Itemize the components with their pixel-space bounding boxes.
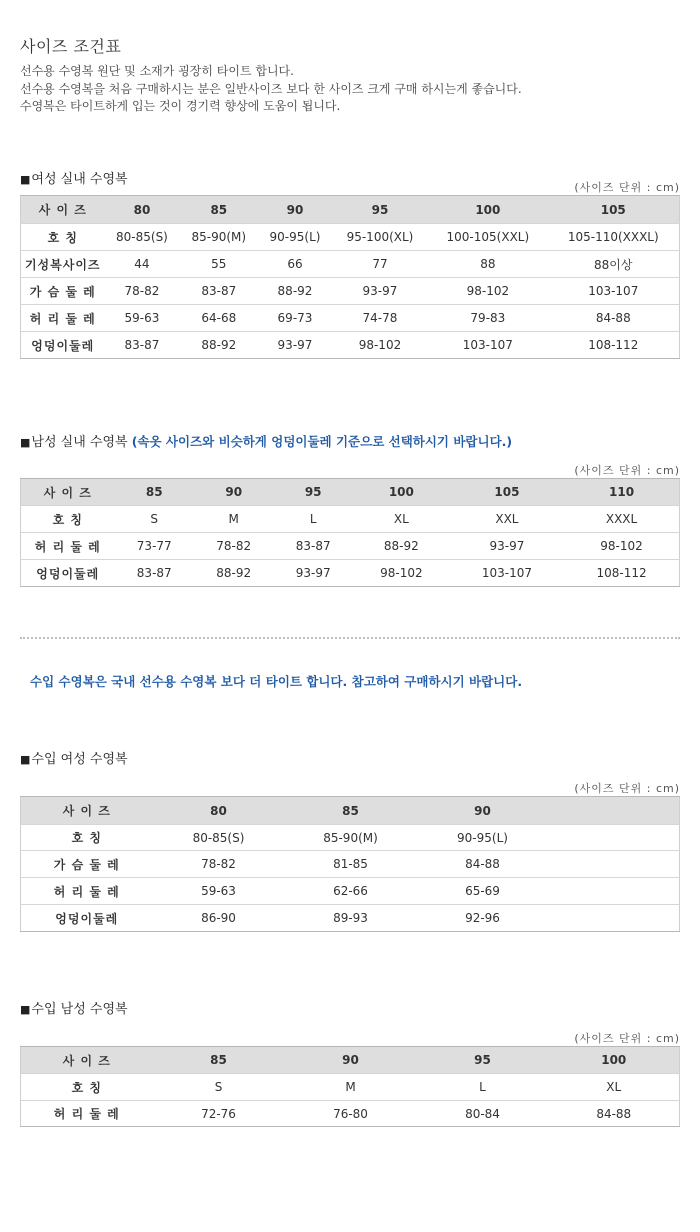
table-header-cell: 100 xyxy=(428,196,547,224)
table-cell: 55 xyxy=(179,251,258,278)
table-cell: XXL xyxy=(450,506,564,533)
table-row xyxy=(21,533,680,560)
table-cell: 85-90(M) xyxy=(179,224,258,251)
row-label: 엉덩이둘레 xyxy=(21,905,153,932)
table-cell: 72-76 xyxy=(153,1101,285,1127)
table-header-cell: 95 xyxy=(417,1047,549,1074)
table-header-cell: 사 이 즈 xyxy=(21,1047,153,1074)
row-label: 허 리 둘 레 xyxy=(21,1101,153,1127)
table-cell: 105-110(XXXL) xyxy=(548,224,680,251)
table-cell: 93-97 xyxy=(273,560,352,587)
table-cell: 108-112 xyxy=(564,560,679,587)
row-label: 엉덩이둘레 xyxy=(21,560,115,587)
table-cell: 88 xyxy=(428,251,547,278)
unit-label: (사이즈 단위 : cm) xyxy=(574,1032,680,1045)
table-header-cell: 105 xyxy=(450,479,564,506)
row-label: 가 슴 둘 레 xyxy=(21,278,105,305)
table-cell: 65-69 xyxy=(417,878,549,905)
table-cell: 79-83 xyxy=(428,305,547,332)
table-cell: 76-80 xyxy=(285,1101,417,1127)
table-row xyxy=(21,905,680,932)
table-header-cell: 85 xyxy=(153,1047,285,1074)
table-cell: 88-92 xyxy=(179,332,258,359)
table-cell: 64-68 xyxy=(179,305,258,332)
table-header-cell: 90 xyxy=(285,1047,417,1074)
table-row xyxy=(21,305,680,332)
row-label: 호 칭 xyxy=(21,1074,153,1101)
table-header-row xyxy=(21,797,680,825)
table-cell: 80-85(S) xyxy=(105,224,180,251)
unit-label: (사이즈 단위 : cm) xyxy=(574,464,680,477)
size-table-import-women xyxy=(20,796,680,932)
table-cell: 44 xyxy=(105,251,180,278)
table-header-cell: 95 xyxy=(332,196,428,224)
table-cell: 69-73 xyxy=(258,305,332,332)
section-title-text: 수입 여성 수영복 xyxy=(31,752,128,767)
table-cell xyxy=(549,878,680,905)
table-cell: 88-92 xyxy=(194,560,273,587)
table-cell: 85-90(M) xyxy=(285,825,417,851)
table-cell: 83-87 xyxy=(179,278,258,305)
table-cell: 80-84 xyxy=(417,1101,549,1127)
table-cell: 93-97 xyxy=(258,332,332,359)
table-cell: XXXL xyxy=(564,506,679,533)
table-header-cell: 사 이 즈 xyxy=(21,196,105,224)
table-row xyxy=(21,224,680,251)
table-cell: 59-63 xyxy=(153,878,285,905)
table-cell: 77 xyxy=(332,251,428,278)
intro-line: 선수용 수영복을 처음 구매하시는 분은 일반사이즈 보다 한 사이즈 크게 구매 하시는게 좋습니다. xyxy=(20,81,522,96)
unit-label: (사이즈 단위 : cm) xyxy=(574,782,680,795)
table-header-cell: 90 xyxy=(194,479,273,506)
table-cell: M xyxy=(194,506,273,533)
intro-line: 수영복은 타이트하게 입는 것이 경기력 향상에 도움이 됩니다. xyxy=(20,99,341,113)
table-cell: 88이상 xyxy=(548,251,680,278)
bullet-icon: ■ xyxy=(20,173,31,186)
table-cell: XL xyxy=(353,506,450,533)
table-header-cell: 100 xyxy=(353,479,450,506)
row-label: 기성복사이즈 xyxy=(21,251,105,278)
table-row xyxy=(21,851,680,878)
page-title: 사이즈 조건표 xyxy=(20,37,122,56)
table-cell: 66 xyxy=(258,251,332,278)
bullet-icon: ■ xyxy=(20,436,31,449)
row-label: 호 칭 xyxy=(21,224,105,251)
table-cell: 88-92 xyxy=(353,533,450,560)
table-header-cell: 85 xyxy=(285,797,417,825)
table-row xyxy=(21,825,680,851)
table-cell: 98-102 xyxy=(428,278,547,305)
table-cell: 92-96 xyxy=(417,905,549,932)
table-header-cell: 사 이 즈 xyxy=(21,797,153,825)
table-cell: 95-100(XL) xyxy=(332,224,428,251)
size-table-women-indoor xyxy=(20,195,680,359)
section-note: (속옷 사이즈와 비슷하게 엉덩이둘레 기준으로 선택하시기 바랍니다.) xyxy=(131,434,513,449)
intro-text xyxy=(20,63,522,116)
table-cell: 83-87 xyxy=(105,332,180,359)
row-label: 허 리 둘 레 xyxy=(21,533,115,560)
row-label: 엉덩이둘레 xyxy=(21,332,105,359)
section-title-text: 수입 남성 수영복 xyxy=(31,1002,128,1017)
table-row xyxy=(21,1074,680,1101)
table-cell: 98-102 xyxy=(332,332,428,359)
row-label: 허 리 둘 레 xyxy=(21,305,105,332)
table-cell: 93-97 xyxy=(450,533,564,560)
table-cell: 81-85 xyxy=(285,851,417,878)
table-row xyxy=(21,878,680,905)
table-cell: 73-77 xyxy=(115,533,194,560)
table-header-cell: 85 xyxy=(115,479,194,506)
row-label: 허 리 둘 레 xyxy=(21,878,153,905)
import-notice: 수입 수영복은 국내 선수용 수영복 보다 더 타이트 합니다. 참고하여 구매하시기 바랍니다. xyxy=(30,674,523,689)
section-title-text: 여성 실내 수영복 xyxy=(31,172,128,187)
table-header-row xyxy=(21,479,680,506)
table-header-cell xyxy=(549,797,680,825)
table-header-cell: 90 xyxy=(417,797,549,825)
table-cell: XL xyxy=(549,1074,680,1101)
table-cell: 89-93 xyxy=(285,905,417,932)
table-cell: 93-97 xyxy=(332,278,428,305)
row-label: 호 칭 xyxy=(21,506,115,533)
size-table-import-men xyxy=(20,1046,680,1127)
section-title-import-men xyxy=(20,998,128,1017)
table-cell: S xyxy=(115,506,194,533)
table-cell: 78-82 xyxy=(194,533,273,560)
table-header-cell: 85 xyxy=(179,196,258,224)
table-header-cell: 105 xyxy=(548,196,680,224)
table-cell: L xyxy=(273,506,352,533)
table-cell: M xyxy=(285,1074,417,1101)
table-cell: 84-88 xyxy=(548,305,680,332)
table-cell: 74-78 xyxy=(332,305,428,332)
table-header-cell: 95 xyxy=(273,479,352,506)
table-cell: 108-112 xyxy=(548,332,680,359)
table-cell: 62-66 xyxy=(285,878,417,905)
table-cell: L xyxy=(417,1074,549,1101)
table-row xyxy=(21,506,680,533)
table-cell: 83-87 xyxy=(273,533,352,560)
table-header-cell: 110 xyxy=(564,479,679,506)
section-title-men-indoor xyxy=(20,431,512,450)
intro-line: 선수용 수영복 원단 및 소재가 굉장히 타이트 합니다. xyxy=(20,64,294,78)
table-header-cell: 80 xyxy=(105,196,180,224)
table-header-row xyxy=(21,196,680,224)
table-cell xyxy=(549,825,680,851)
table-header-cell: 90 xyxy=(258,196,332,224)
section-title-import-women xyxy=(20,748,128,767)
row-label: 호 칭 xyxy=(21,825,153,851)
section-title-text: 남성 실내 수영복 xyxy=(31,435,128,450)
table-cell xyxy=(549,905,680,932)
table-cell: 98-102 xyxy=(353,560,450,587)
table-cell: 90-95(L) xyxy=(258,224,332,251)
table-cell: 100-105(XXL) xyxy=(428,224,547,251)
table-cell: 78-82 xyxy=(105,278,180,305)
table-cell xyxy=(549,851,680,878)
table-header-cell: 80 xyxy=(153,797,285,825)
table-cell: S xyxy=(153,1074,285,1101)
table-row xyxy=(21,1101,680,1127)
table-cell: 103-107 xyxy=(428,332,547,359)
dotted-divider xyxy=(20,637,680,639)
unit-label: (사이즈 단위 : cm) xyxy=(574,181,680,194)
table-cell: 103-107 xyxy=(450,560,564,587)
table-row xyxy=(21,278,680,305)
table-cell: 84-88 xyxy=(549,1101,680,1127)
table-row xyxy=(21,332,680,359)
bullet-icon: ■ xyxy=(20,1003,31,1016)
table-cell: 83-87 xyxy=(115,560,194,587)
section-title-women-indoor xyxy=(20,168,128,187)
table-cell: 88-92 xyxy=(258,278,332,305)
row-label: 가 슴 둘 레 xyxy=(21,851,153,878)
bullet-icon: ■ xyxy=(20,753,31,766)
table-header-cell: 100 xyxy=(549,1047,680,1074)
table-cell: 80-85(S) xyxy=(153,825,285,851)
table-header-cell: 사 이 즈 xyxy=(21,479,115,506)
table-row xyxy=(21,560,680,587)
table-cell: 78-82 xyxy=(153,851,285,878)
table-cell: 59-63 xyxy=(105,305,180,332)
table-cell: 98-102 xyxy=(564,533,679,560)
table-cell: 84-88 xyxy=(417,851,549,878)
table-header-row xyxy=(21,1047,680,1074)
size-table-men-indoor xyxy=(20,478,680,587)
table-row xyxy=(21,251,680,278)
table-cell: 103-107 xyxy=(548,278,680,305)
table-cell: 86-90 xyxy=(153,905,285,932)
table-cell: 90-95(L) xyxy=(417,825,549,851)
